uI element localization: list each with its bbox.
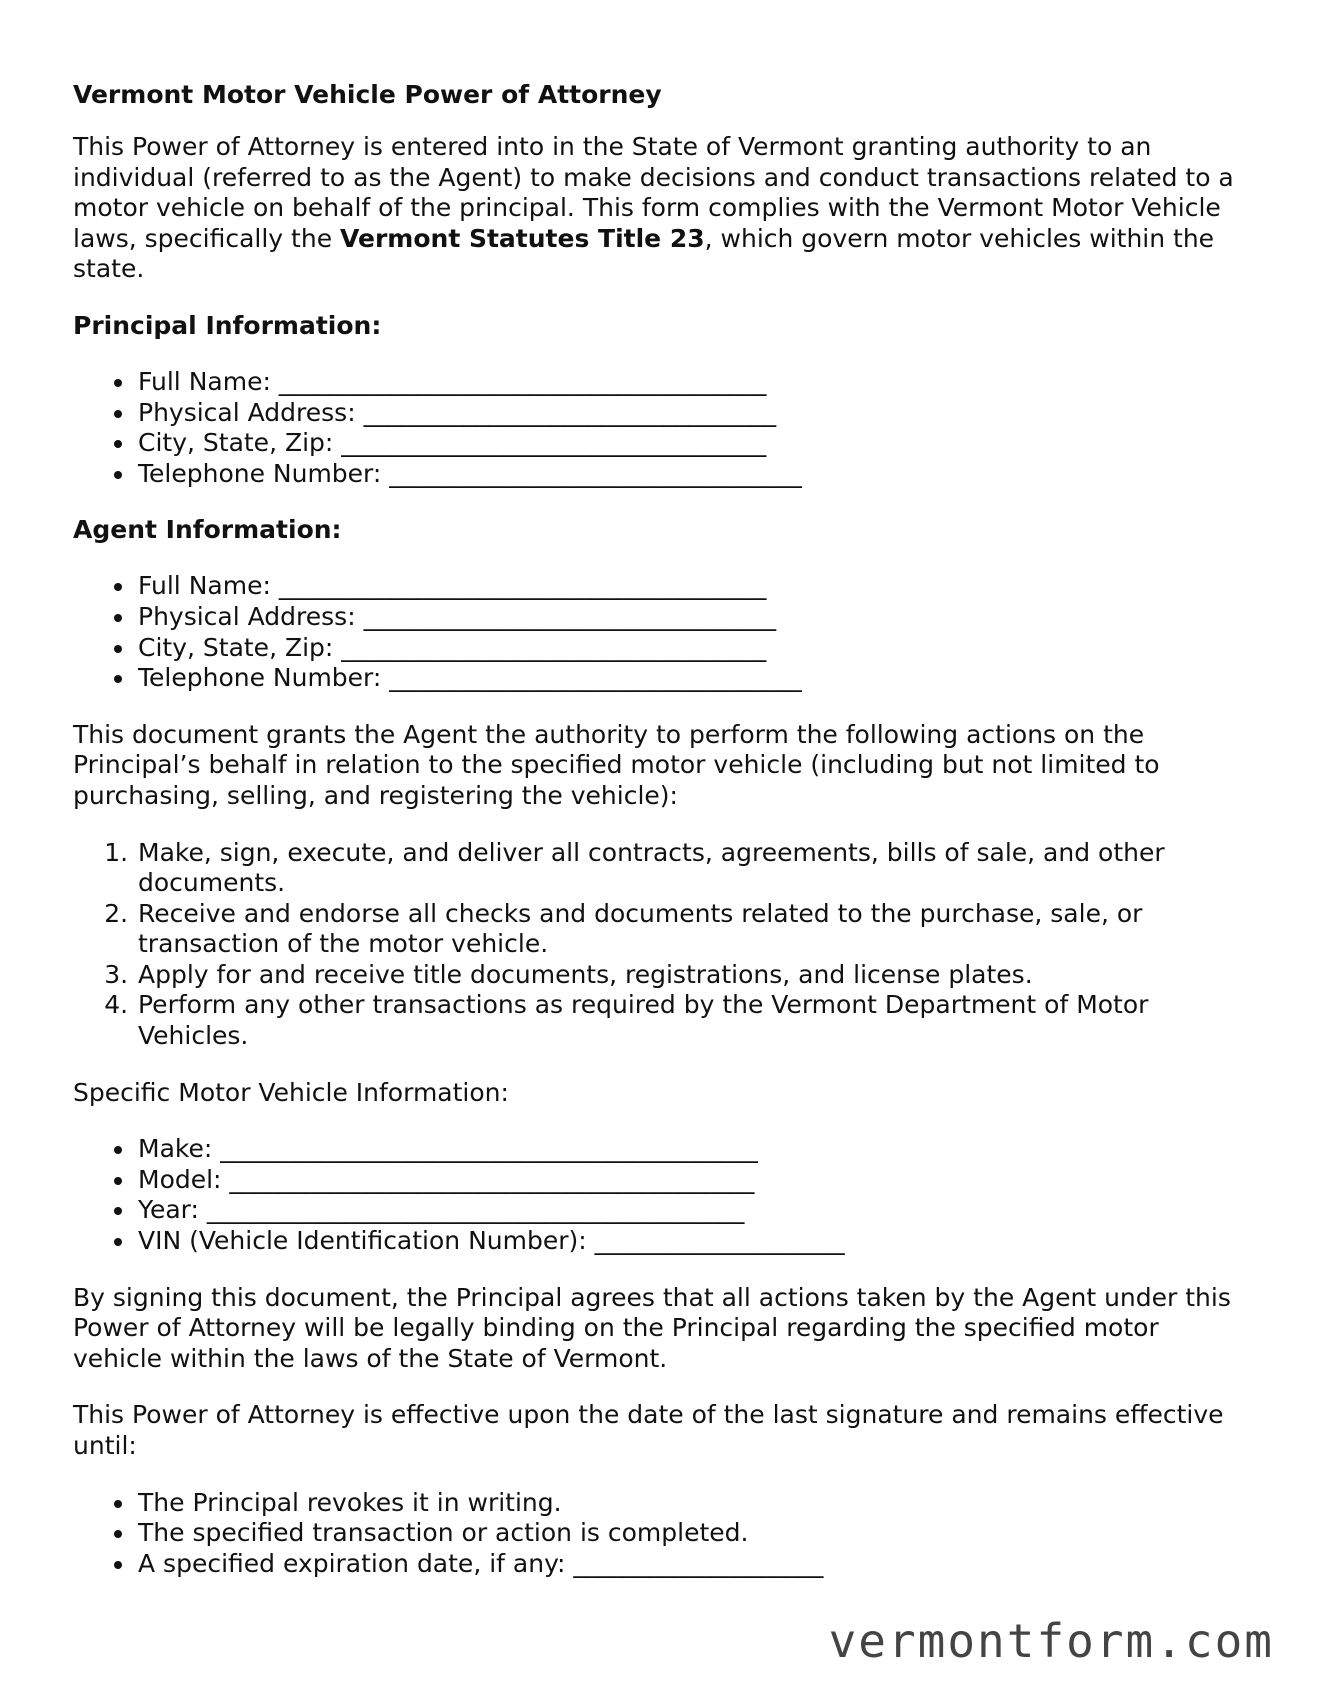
agent-address-field: • Physical Address: _________________________________ (136, 602, 1253, 633)
vehicle-heading: Specific Motor Vehicle Information: (73, 1077, 509, 1107)
principal-heading: Principal Information: (73, 310, 382, 340)
agent-telephone-field: • Telephone Number: _________________________________ (136, 663, 1253, 694)
agent-fields (73, 571, 1253, 693)
agent-city-state-zip-field: • City, State, Zip: __________________________________ (136, 633, 1253, 664)
principal-city-state-zip-field: • City, State, Zip: __________________________________ (136, 428, 1253, 459)
until-item: • The specified transaction or action is completed. (136, 1518, 1253, 1549)
principal-telephone-field: • Telephone Number: _________________________________ (136, 459, 1253, 490)
action-item: 4. Perform any other transactions as required by the Vermont Department of Motor Vehicles. (136, 990, 1253, 1051)
action-item: 1. Make, sign, execute, and deliver all contracts, agreements, bills of sale, and other documents. (136, 838, 1253, 899)
authority-paragraph: This document grants the Agent the authority to perform the following actions on the Principal’s behalf in relation to the specified motor vehicle (including but not limited to purchasing, selling, and registering the vehicle): (73, 719, 1160, 810)
vehicle-model-field: • Model: __________________________________________ (136, 1165, 1253, 1196)
vehicle-vin-field: • VIN (Vehicle Identification Number): ____________________ (136, 1226, 1253, 1257)
agent-full-name-field: • Full Name: _______________________________________ (136, 571, 1253, 602)
intro-text: This Power of Attorney is entered into in the State of Vermont granting authority to an individual (referred to as the Agent) to make decisions and conduct transactions related to a motor vehicle on behalf of the principal. This form complies with the Vermont Motor Vehicle laws, specifically the (73, 132, 1234, 253)
until-expiration-field: • A specified expiration date, if any: ____________________ (136, 1549, 1253, 1580)
document-page (73, 80, 1253, 1605)
watermark: vermontform.com (828, 1614, 1274, 1668)
principal-fields (73, 367, 1253, 489)
document-title: Vermont Motor Vehicle Power of Attorney (73, 80, 662, 109)
agent-heading: Agent Information: (73, 515, 342, 545)
until-item: • The Principal revokes it in writing. (136, 1488, 1253, 1519)
action-item: 3. Apply for and receive title documents, registrations, and license plates. (136, 960, 1253, 991)
vehicle-make-field: • Make: ___________________________________________ (136, 1134, 1253, 1165)
actions-list (73, 838, 1253, 1052)
effective-paragraph: This Power of Attorney is effective upon the date of the last signature and remains effective until: (73, 1400, 1224, 1460)
principal-full-name-field: • Full Name: _______________________________________ (136, 367, 1253, 398)
intro-paragraph (73, 132, 1253, 285)
action-item: 2. Receive and endorse all checks and documents related to the purchase, sale, or transaction of the motor vehicle. (136, 899, 1253, 960)
intro-text-end: , which govern motor vehicles within the state. (73, 223, 1215, 284)
binding-paragraph: By signing this document, the Principal agrees that all actions taken by the Agent under this Power of Attorney will be legally binding on the Principal regarding the specified motor vehicle within the laws of the State of Vermont. (73, 1282, 1231, 1373)
statute-reference: Vermont Statutes Title 23 (340, 223, 705, 253)
vehicle-fields (73, 1134, 1253, 1256)
effective-until-list (73, 1488, 1253, 1580)
principal-address-field: • Physical Address: _________________________________ (136, 398, 1253, 429)
vehicle-year-field: • Year: ___________________________________________ (136, 1195, 1253, 1226)
